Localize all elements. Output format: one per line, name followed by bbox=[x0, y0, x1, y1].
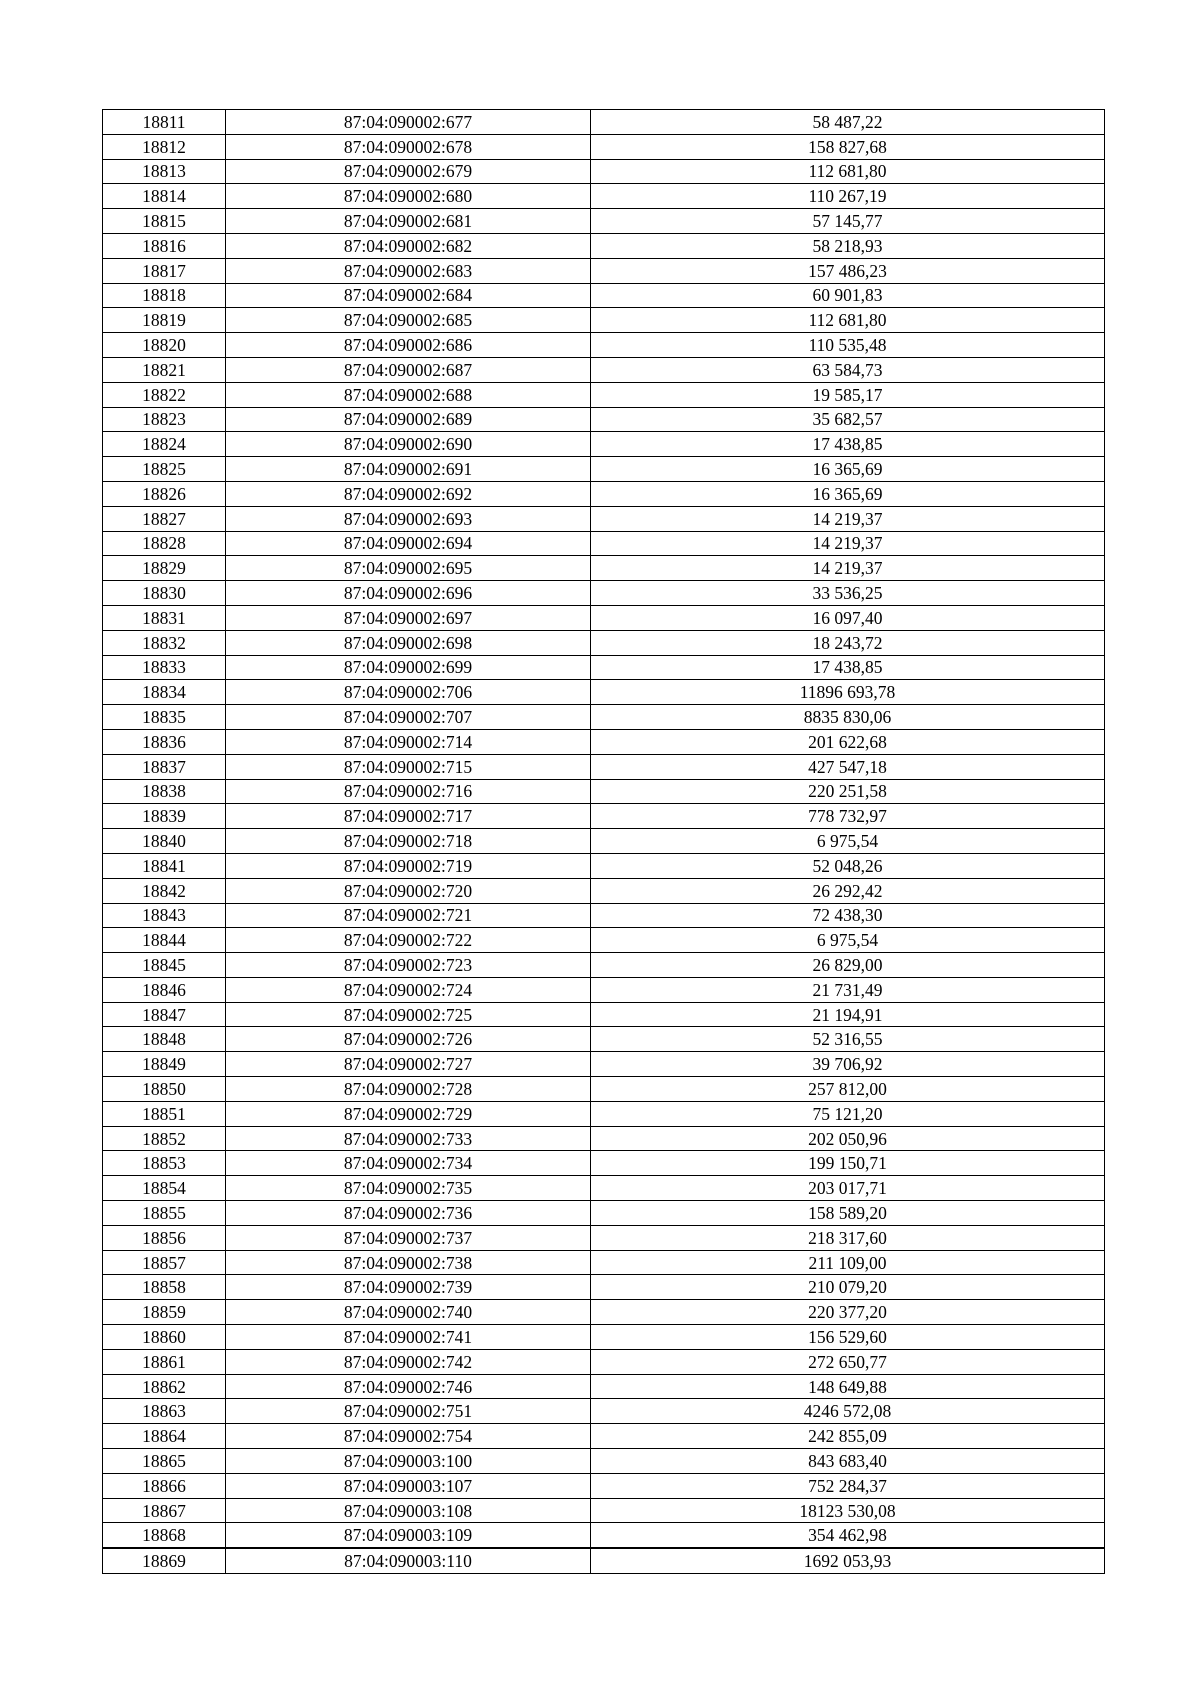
cadastral-number-cell: 87:04:090002:695 bbox=[226, 556, 591, 581]
value-cell: 14 219,37 bbox=[591, 556, 1105, 581]
table-row bbox=[103, 680, 1105, 705]
cadastral-number-cell: 87:04:090002:715 bbox=[226, 754, 591, 779]
row-number-cell: 18830 bbox=[103, 581, 226, 606]
row-number-cell: 18852 bbox=[103, 1126, 226, 1151]
row-number-cell: 18836 bbox=[103, 729, 226, 754]
row-number-cell: 18825 bbox=[103, 457, 226, 482]
value-cell: 6 975,54 bbox=[591, 829, 1105, 854]
table-row bbox=[103, 1548, 1105, 1573]
value-cell: 21 731,49 bbox=[591, 977, 1105, 1002]
table-row bbox=[103, 1300, 1105, 1325]
table-row bbox=[103, 1325, 1105, 1350]
table-row bbox=[103, 1349, 1105, 1374]
table-row bbox=[103, 1077, 1105, 1102]
cadastral-number-cell: 87:04:090003:108 bbox=[226, 1498, 591, 1523]
cadastral-number-cell: 87:04:090002:716 bbox=[226, 779, 591, 804]
table-row bbox=[103, 1126, 1105, 1151]
table-row bbox=[103, 630, 1105, 655]
table-row bbox=[103, 729, 1105, 754]
value-cell: 110 535,48 bbox=[591, 333, 1105, 358]
value-cell: 354 462,98 bbox=[591, 1523, 1105, 1548]
table-row bbox=[103, 159, 1105, 184]
value-cell: 158 827,68 bbox=[591, 134, 1105, 159]
row-number-cell: 18815 bbox=[103, 209, 226, 234]
table-row bbox=[103, 457, 1105, 482]
table-row bbox=[103, 829, 1105, 854]
table-row bbox=[103, 853, 1105, 878]
value-cell: 210 079,20 bbox=[591, 1275, 1105, 1300]
value-cell: 35 682,57 bbox=[591, 407, 1105, 432]
value-cell: 242 855,09 bbox=[591, 1424, 1105, 1449]
row-number-cell: 18861 bbox=[103, 1349, 226, 1374]
cadastral-number-cell: 87:04:090002:729 bbox=[226, 1101, 591, 1126]
value-cell: 21 194,91 bbox=[591, 1002, 1105, 1027]
table-row bbox=[103, 1101, 1105, 1126]
table-row bbox=[103, 953, 1105, 978]
table-row bbox=[103, 928, 1105, 953]
table-row bbox=[103, 1052, 1105, 1077]
value-cell: 16 365,69 bbox=[591, 457, 1105, 482]
cadastral-number-cell: 87:04:090002:717 bbox=[226, 804, 591, 829]
value-cell: 75 121,20 bbox=[591, 1101, 1105, 1126]
table-row bbox=[103, 1225, 1105, 1250]
cadastral-number-cell: 87:04:090002:735 bbox=[226, 1176, 591, 1201]
cadastral-number-cell: 87:04:090002:707 bbox=[226, 705, 591, 730]
cadastral-number-cell: 87:04:090002:722 bbox=[226, 928, 591, 953]
value-cell: 156 529,60 bbox=[591, 1325, 1105, 1350]
row-number-cell: 18858 bbox=[103, 1275, 226, 1300]
cadastral-number-cell: 87:04:090003:100 bbox=[226, 1449, 591, 1474]
value-cell: 63 584,73 bbox=[591, 357, 1105, 382]
cadastral-number-cell: 87:04:090002:686 bbox=[226, 333, 591, 358]
cadastral-number-cell: 87:04:090002:734 bbox=[226, 1151, 591, 1176]
cadastral-number-cell: 87:04:090002:754 bbox=[226, 1424, 591, 1449]
row-number-cell: 18812 bbox=[103, 134, 226, 159]
value-cell: 72 438,30 bbox=[591, 903, 1105, 928]
value-cell: 257 812,00 bbox=[591, 1077, 1105, 1102]
row-number-cell: 18838 bbox=[103, 779, 226, 804]
row-number-cell: 18855 bbox=[103, 1201, 226, 1226]
value-cell: 11896 693,78 bbox=[591, 680, 1105, 705]
table-row bbox=[103, 1473, 1105, 1498]
table-row bbox=[103, 1176, 1105, 1201]
cadastral-number-cell: 87:04:090002:692 bbox=[226, 481, 591, 506]
cadastral-number-cell: 87:04:090003:110 bbox=[226, 1548, 591, 1573]
value-cell: 203 017,71 bbox=[591, 1176, 1105, 1201]
cadastral-number-cell: 87:04:090002:725 bbox=[226, 1002, 591, 1027]
row-number-cell: 18829 bbox=[103, 556, 226, 581]
table-row bbox=[103, 1201, 1105, 1226]
row-number-cell: 18826 bbox=[103, 481, 226, 506]
row-number-cell: 18854 bbox=[103, 1176, 226, 1201]
row-number-cell: 18856 bbox=[103, 1225, 226, 1250]
row-number-cell: 18821 bbox=[103, 357, 226, 382]
row-number-cell: 18822 bbox=[103, 382, 226, 407]
row-number-cell: 18851 bbox=[103, 1101, 226, 1126]
table-row bbox=[103, 531, 1105, 556]
row-number-cell: 18816 bbox=[103, 233, 226, 258]
cadastral-number-cell: 87:04:090002:746 bbox=[226, 1374, 591, 1399]
cadastral-number-cell: 87:04:090002:740 bbox=[226, 1300, 591, 1325]
table-body bbox=[103, 110, 1105, 1574]
row-number-cell: 18843 bbox=[103, 903, 226, 928]
table-row bbox=[103, 110, 1105, 135]
value-cell: 148 649,88 bbox=[591, 1374, 1105, 1399]
cadastral-number-cell: 87:04:090002:718 bbox=[226, 829, 591, 854]
row-number-cell: 18833 bbox=[103, 655, 226, 680]
value-cell: 26 829,00 bbox=[591, 953, 1105, 978]
value-cell: 16 097,40 bbox=[591, 605, 1105, 630]
cadastral-number-cell: 87:04:090002:724 bbox=[226, 977, 591, 1002]
cadastral-number-cell: 87:04:090002:714 bbox=[226, 729, 591, 754]
cadastral-number-cell: 87:04:090003:109 bbox=[226, 1523, 591, 1548]
cadastral-number-cell: 87:04:090002:698 bbox=[226, 630, 591, 655]
value-cell: 1692 053,93 bbox=[591, 1548, 1105, 1573]
table-row bbox=[103, 1275, 1105, 1300]
row-number-cell: 18845 bbox=[103, 953, 226, 978]
table-row bbox=[103, 1449, 1105, 1474]
cadastral-number-cell: 87:04:090002:681 bbox=[226, 209, 591, 234]
row-number-cell: 18823 bbox=[103, 407, 226, 432]
value-cell: 14 219,37 bbox=[591, 531, 1105, 556]
table-row bbox=[103, 581, 1105, 606]
cadastral-number-cell: 87:04:090002:738 bbox=[226, 1250, 591, 1275]
cadastral-number-cell: 87:04:090002:684 bbox=[226, 283, 591, 308]
value-cell: 18 243,72 bbox=[591, 630, 1105, 655]
row-number-cell: 18865 bbox=[103, 1449, 226, 1474]
table-row bbox=[103, 655, 1105, 680]
table-row bbox=[103, 1374, 1105, 1399]
row-number-cell: 18859 bbox=[103, 1300, 226, 1325]
table-row bbox=[103, 283, 1105, 308]
table-row bbox=[103, 1151, 1105, 1176]
cadastral-number-cell: 87:04:090002:690 bbox=[226, 432, 591, 457]
table-row bbox=[103, 903, 1105, 928]
cadastral-number-cell: 87:04:090002:694 bbox=[226, 531, 591, 556]
cadastral-number-cell: 87:04:090002:699 bbox=[226, 655, 591, 680]
row-number-cell: 18839 bbox=[103, 804, 226, 829]
row-number-cell: 18832 bbox=[103, 630, 226, 655]
row-number-cell: 18828 bbox=[103, 531, 226, 556]
value-cell: 58 218,93 bbox=[591, 233, 1105, 258]
value-cell: 39 706,92 bbox=[591, 1052, 1105, 1077]
value-cell: 14 219,37 bbox=[591, 506, 1105, 531]
row-number-cell: 18863 bbox=[103, 1399, 226, 1424]
table-row bbox=[103, 184, 1105, 209]
row-number-cell: 18841 bbox=[103, 853, 226, 878]
table-row bbox=[103, 1002, 1105, 1027]
value-cell: 843 683,40 bbox=[591, 1449, 1105, 1474]
cadastral-number-cell: 87:04:090002:682 bbox=[226, 233, 591, 258]
row-number-cell: 18814 bbox=[103, 184, 226, 209]
row-number-cell: 18818 bbox=[103, 283, 226, 308]
row-number-cell: 18834 bbox=[103, 680, 226, 705]
value-cell: 19 585,17 bbox=[591, 382, 1105, 407]
cadastral-number-cell: 87:04:090002:733 bbox=[226, 1126, 591, 1151]
table-row bbox=[103, 407, 1105, 432]
row-number-cell: 18817 bbox=[103, 258, 226, 283]
cadastral-number-cell: 87:04:090002:741 bbox=[226, 1325, 591, 1350]
cadastral-number-cell: 87:04:090002:697 bbox=[226, 605, 591, 630]
value-cell: 752 284,37 bbox=[591, 1473, 1105, 1498]
cadastral-number-cell: 87:04:090002:736 bbox=[226, 1201, 591, 1226]
table-row bbox=[103, 209, 1105, 234]
table-row bbox=[103, 382, 1105, 407]
row-number-cell: 18850 bbox=[103, 1077, 226, 1102]
row-number-cell: 18827 bbox=[103, 506, 226, 531]
cadastral-number-cell: 87:04:090002:688 bbox=[226, 382, 591, 407]
row-number-cell: 18824 bbox=[103, 432, 226, 457]
value-cell: 112 681,80 bbox=[591, 159, 1105, 184]
row-number-cell: 18860 bbox=[103, 1325, 226, 1350]
table-row bbox=[103, 754, 1105, 779]
value-cell: 6 975,54 bbox=[591, 928, 1105, 953]
cadastral-number-cell: 87:04:090002:678 bbox=[226, 134, 591, 159]
cadastral-number-cell: 87:04:090002:683 bbox=[226, 258, 591, 283]
cadastral-number-cell: 87:04:090002:728 bbox=[226, 1077, 591, 1102]
table-row bbox=[103, 605, 1105, 630]
cadastral-number-cell: 87:04:090002:679 bbox=[226, 159, 591, 184]
cadastral-number-cell: 87:04:090002:685 bbox=[226, 308, 591, 333]
row-number-cell: 18853 bbox=[103, 1151, 226, 1176]
value-cell: 211 109,00 bbox=[591, 1250, 1105, 1275]
cadastral-number-cell: 87:04:090002:719 bbox=[226, 853, 591, 878]
value-cell: 18123 530,08 bbox=[591, 1498, 1105, 1523]
value-cell: 16 365,69 bbox=[591, 481, 1105, 506]
row-number-cell: 18846 bbox=[103, 977, 226, 1002]
row-number-cell: 18837 bbox=[103, 754, 226, 779]
table-row bbox=[103, 233, 1105, 258]
row-number-cell: 18867 bbox=[103, 1498, 226, 1523]
cadastral-number-cell: 87:04:090002:721 bbox=[226, 903, 591, 928]
cadastral-number-cell: 87:04:090002:726 bbox=[226, 1027, 591, 1052]
row-number-cell: 18868 bbox=[103, 1523, 226, 1548]
value-cell: 60 901,83 bbox=[591, 283, 1105, 308]
cadastral-number-cell: 87:04:090002:687 bbox=[226, 357, 591, 382]
table-row bbox=[103, 1399, 1105, 1424]
value-cell: 17 438,85 bbox=[591, 432, 1105, 457]
row-number-cell: 18862 bbox=[103, 1374, 226, 1399]
cadastral-number-cell: 87:04:090002:689 bbox=[226, 407, 591, 432]
value-cell: 57 145,77 bbox=[591, 209, 1105, 234]
cadastral-number-cell: 87:04:090002:677 bbox=[226, 110, 591, 135]
value-cell: 272 650,77 bbox=[591, 1349, 1105, 1374]
value-cell: 52 048,26 bbox=[591, 853, 1105, 878]
cadastral-number-cell: 87:04:090002:739 bbox=[226, 1275, 591, 1300]
table-row bbox=[103, 804, 1105, 829]
row-number-cell: 18813 bbox=[103, 159, 226, 184]
value-cell: 218 317,60 bbox=[591, 1225, 1105, 1250]
table-row bbox=[103, 308, 1105, 333]
value-cell: 58 487,22 bbox=[591, 110, 1105, 135]
cadastral-number-cell: 87:04:090002:720 bbox=[226, 878, 591, 903]
row-number-cell: 18840 bbox=[103, 829, 226, 854]
table-row bbox=[103, 1523, 1105, 1548]
value-cell: 220 377,20 bbox=[591, 1300, 1105, 1325]
value-cell: 157 486,23 bbox=[591, 258, 1105, 283]
cadastral-number-cell: 87:04:090002:727 bbox=[226, 1052, 591, 1077]
table-row bbox=[103, 1424, 1105, 1449]
row-number-cell: 18864 bbox=[103, 1424, 226, 1449]
value-cell: 199 150,71 bbox=[591, 1151, 1105, 1176]
table-row bbox=[103, 705, 1105, 730]
value-cell: 33 536,25 bbox=[591, 581, 1105, 606]
row-number-cell: 18866 bbox=[103, 1473, 226, 1498]
cadastral-number-cell: 87:04:090002:680 bbox=[226, 184, 591, 209]
table-row bbox=[103, 258, 1105, 283]
value-cell: 52 316,55 bbox=[591, 1027, 1105, 1052]
table-row bbox=[103, 556, 1105, 581]
cadastral-number-cell: 87:04:090002:691 bbox=[226, 457, 591, 482]
table-row bbox=[103, 481, 1105, 506]
table-row bbox=[103, 506, 1105, 531]
cadastral-number-cell: 87:04:090002:751 bbox=[226, 1399, 591, 1424]
cadastral-number-cell: 87:04:090002:706 bbox=[226, 680, 591, 705]
table-row bbox=[103, 1027, 1105, 1052]
value-cell: 158 589,20 bbox=[591, 1201, 1105, 1226]
row-number-cell: 18842 bbox=[103, 878, 226, 903]
cadastral-number-cell: 87:04:090002:693 bbox=[226, 506, 591, 531]
row-number-cell: 18811 bbox=[103, 110, 226, 135]
value-cell: 4246 572,08 bbox=[591, 1399, 1105, 1424]
value-cell: 202 050,96 bbox=[591, 1126, 1105, 1151]
value-cell: 220 251,58 bbox=[591, 779, 1105, 804]
cadastral-number-cell: 87:04:090002:723 bbox=[226, 953, 591, 978]
row-number-cell: 18831 bbox=[103, 605, 226, 630]
row-number-cell: 18849 bbox=[103, 1052, 226, 1077]
value-cell: 8835 830,06 bbox=[591, 705, 1105, 730]
value-cell: 110 267,19 bbox=[591, 184, 1105, 209]
row-number-cell: 18820 bbox=[103, 333, 226, 358]
row-number-cell: 18844 bbox=[103, 928, 226, 953]
value-cell: 26 292,42 bbox=[591, 878, 1105, 903]
table-row bbox=[103, 1498, 1105, 1523]
value-cell: 17 438,85 bbox=[591, 655, 1105, 680]
cadastral-number-cell: 87:04:090002:696 bbox=[226, 581, 591, 606]
table-row bbox=[103, 357, 1105, 382]
row-number-cell: 18819 bbox=[103, 308, 226, 333]
row-number-cell: 18869 bbox=[103, 1548, 226, 1573]
cadastral-number-cell: 87:04:090002:737 bbox=[226, 1225, 591, 1250]
row-number-cell: 18848 bbox=[103, 1027, 226, 1052]
cadastral-number-cell: 87:04:090002:742 bbox=[226, 1349, 591, 1374]
table-row bbox=[103, 878, 1105, 903]
table-row bbox=[103, 333, 1105, 358]
table-row bbox=[103, 779, 1105, 804]
row-number-cell: 18857 bbox=[103, 1250, 226, 1275]
data-table bbox=[102, 109, 1105, 1574]
value-cell: 201 622,68 bbox=[591, 729, 1105, 754]
table-row bbox=[103, 134, 1105, 159]
table-row bbox=[103, 432, 1105, 457]
value-cell: 427 547,18 bbox=[591, 754, 1105, 779]
cadastral-number-cell: 87:04:090003:107 bbox=[226, 1473, 591, 1498]
row-number-cell: 18835 bbox=[103, 705, 226, 730]
value-cell: 778 732,97 bbox=[591, 804, 1105, 829]
row-number-cell: 18847 bbox=[103, 1002, 226, 1027]
table-row bbox=[103, 977, 1105, 1002]
value-cell: 112 681,80 bbox=[591, 308, 1105, 333]
table-row bbox=[103, 1250, 1105, 1275]
